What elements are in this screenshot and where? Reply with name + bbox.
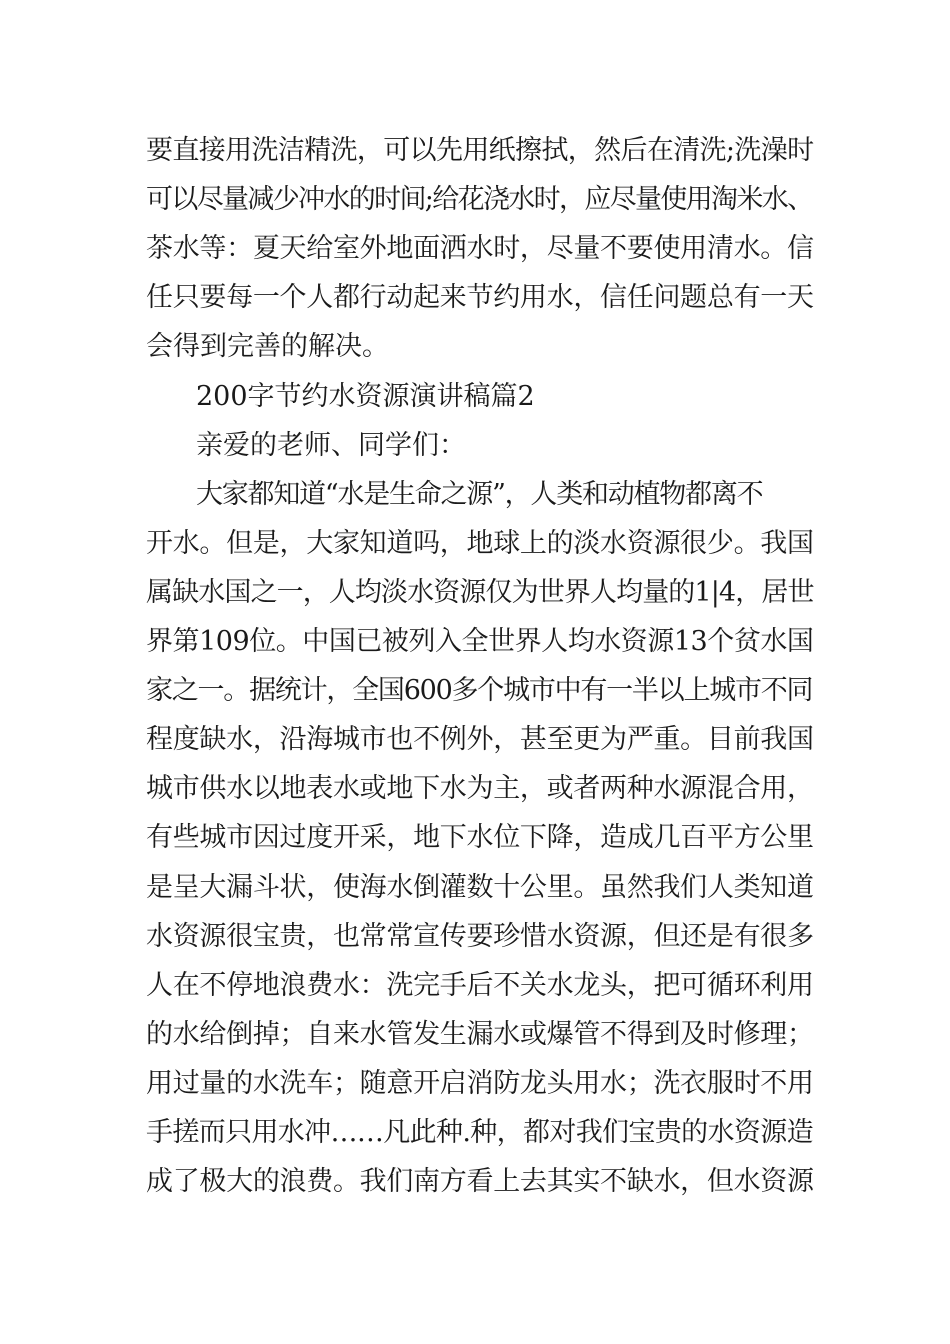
text-line: 是呈大漏斗状，使海水倒灌数十公里。虽然我们人类知道 — [146, 871, 814, 903]
text-line: 程度缺水，沿海城市也不例外，甚至更为严重。目前我国 — [146, 724, 814, 756]
text-line: 亲爱的老师、同学们： — [196, 429, 466, 461]
text-line: 界第109位。中国已被列入全世界人均水资源13个贫水国 — [146, 626, 814, 657]
text-line: 会得到完善的解决。 — [146, 331, 389, 363]
text-line: 家之一。据统计，全国600多个城市中有一半以上城市不同 — [146, 675, 813, 707]
text-line: 有些城市因过度开采，地下水位下降，造成几百平方公里 — [146, 822, 814, 854]
text-line: 大家都知道“水是生命之源”，人类和动植物都离不 — [196, 478, 763, 510]
text-line: 可以尽量减少冲水的时间;给花浇水时，应尽量使用淘米水、 — [146, 184, 813, 216]
text-line: 人在不停地浪费水：洗完手后不关水龙头，把可循环利用 — [146, 969, 814, 1001]
text-line: 要直接用洗洁精洗，可以先用纸擦拭，然后在清洗;洗澡时 — [146, 135, 814, 166]
text-line: 200字节约水资源演讲稿篇2 — [196, 380, 535, 412]
text-line: 用过量的水洗车；随意开启消防龙头用水；洗衣服时不用 — [146, 1067, 814, 1099]
text-line: 手搓而只用水冲……凡此种.种，都对我们宝贵的水资源造 — [146, 1117, 813, 1148]
text-line: 任只要每一个人都行动起来节约用水，信任问题总有一天 — [146, 282, 814, 314]
text-line: 开水。但是，大家知道吗，地球上的淡水资源很少。我国 — [146, 527, 814, 559]
text-line: 的水给倒掉；自来水管发生漏水或爆管不得到及时修理； — [146, 1018, 814, 1050]
text-line: 城市供水以地表水或地下水为主，或者两种水源混合用， — [146, 773, 814, 805]
text-line: 茶水等：夏天给室外地面洒水时，尽量不要使用清水。信 — [146, 233, 814, 265]
text-line: 成了极大的浪费。我们南方看上去其实不缺水，但水资源 — [146, 1166, 814, 1198]
text-line: 水资源很宝贵，也常常宣传要珍惜水资源，但还是有很多 — [146, 920, 814, 952]
text-line: 属缺水国之一，人均淡水资源仅为世界人均量的1|4，居世 — [146, 576, 814, 608]
